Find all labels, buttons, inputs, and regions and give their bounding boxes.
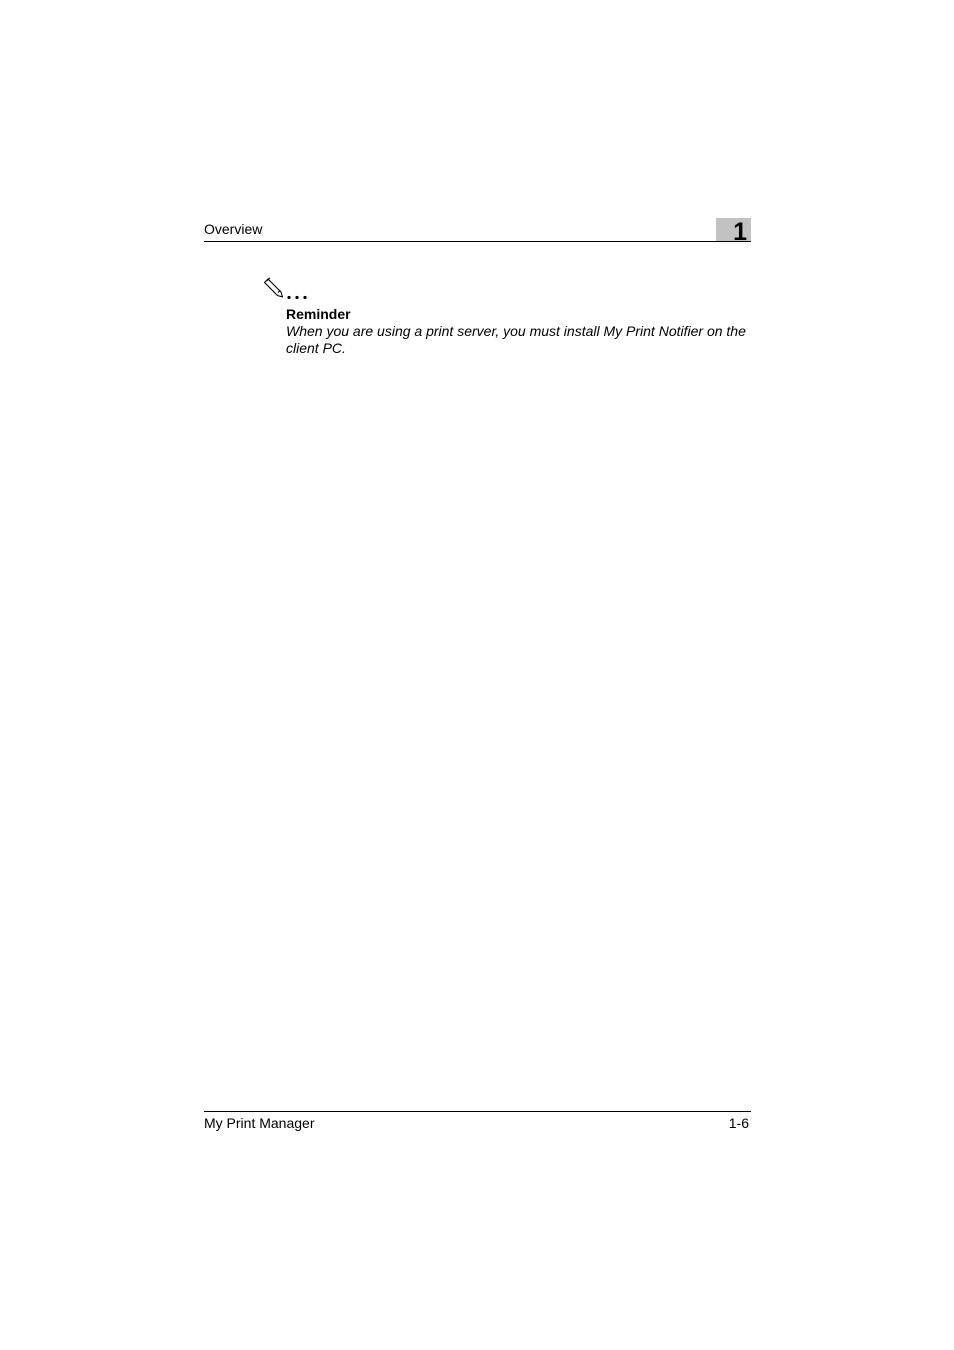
- note-body: When you are using a print server, you must install My Print Notifier on the client PC.: [286, 323, 746, 356]
- footer-rule: [204, 1111, 751, 1112]
- header-section-title: Overview: [204, 221, 263, 237]
- header-rule: [204, 241, 751, 242]
- pencil-note-icon: [263, 276, 311, 302]
- chapter-number: 1: [733, 218, 747, 246]
- note-heading: Reminder: [286, 306, 351, 322]
- footer-page-number: 1-6: [728, 1115, 749, 1131]
- footer-manual-title: My Print Manager: [204, 1115, 315, 1131]
- chapter-tab: [716, 218, 751, 246]
